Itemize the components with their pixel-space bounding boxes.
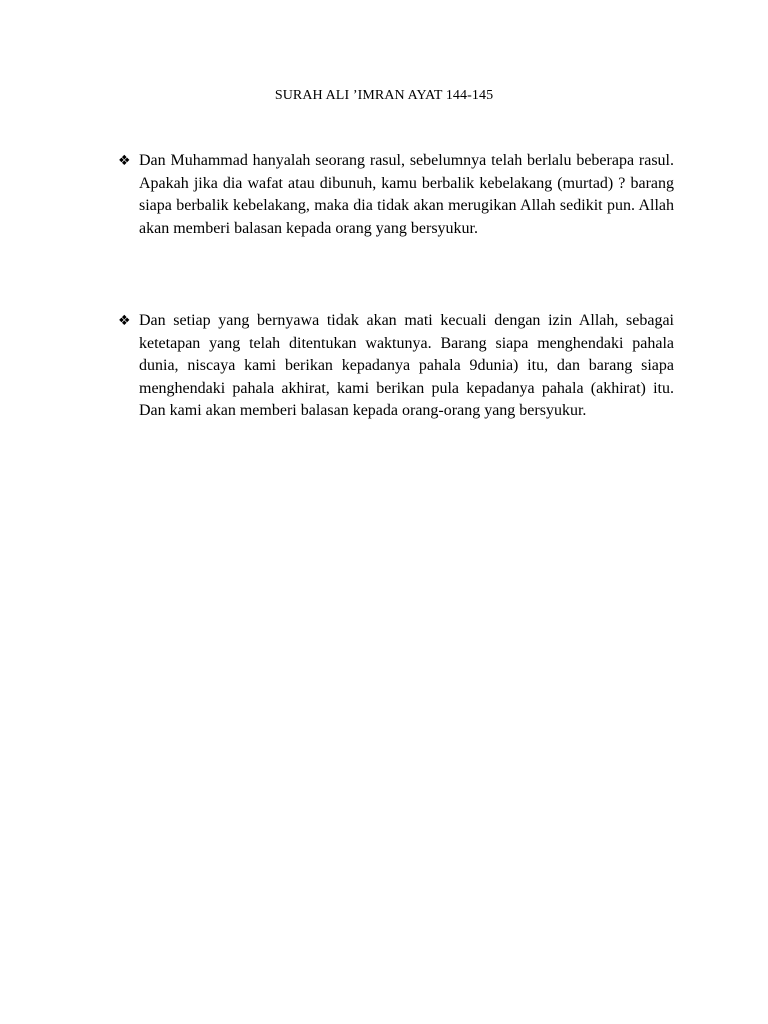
diamond-bullet-icon: ❖	[118, 153, 131, 169]
diamond-bullet-icon: ❖	[118, 313, 131, 329]
list-item	[118, 150, 674, 240]
list-item	[118, 310, 674, 423]
list-item-text: Dan Muhammad hanyalah seorang rasul, sebelumnya telah berlalu beberapa rasul. Apakah jika dia wafat atau dibunuh, kamu berbalik kebelakang (murtad) ? barang siapa berbalik kebelakang, maka dia tidak akan merugikan Allah sedikit pun. Allah akan memberi balasan kepada orang yang bersyukur.	[139, 152, 674, 237]
list-item-text: Dan setiap yang bernyawa tidak akan mati kecuali dengan izin Allah, sebagai ketetapan yang telah ditentukan waktunya. Barang siapa menghendaki pahala dunia, niscaya kami berikan kepadanya pahala 9dunia) itu, dan barang siapa menghendaki pahala akhirat, kami berikan pula kepadanya pahala (akhirat) itu. Dan kami akan memberi balasan kepada orang-orang yang bersyukur.	[139, 312, 674, 420]
page-title: SURAH ALI ’IMRAN AYAT 144-145	[274, 88, 494, 103]
